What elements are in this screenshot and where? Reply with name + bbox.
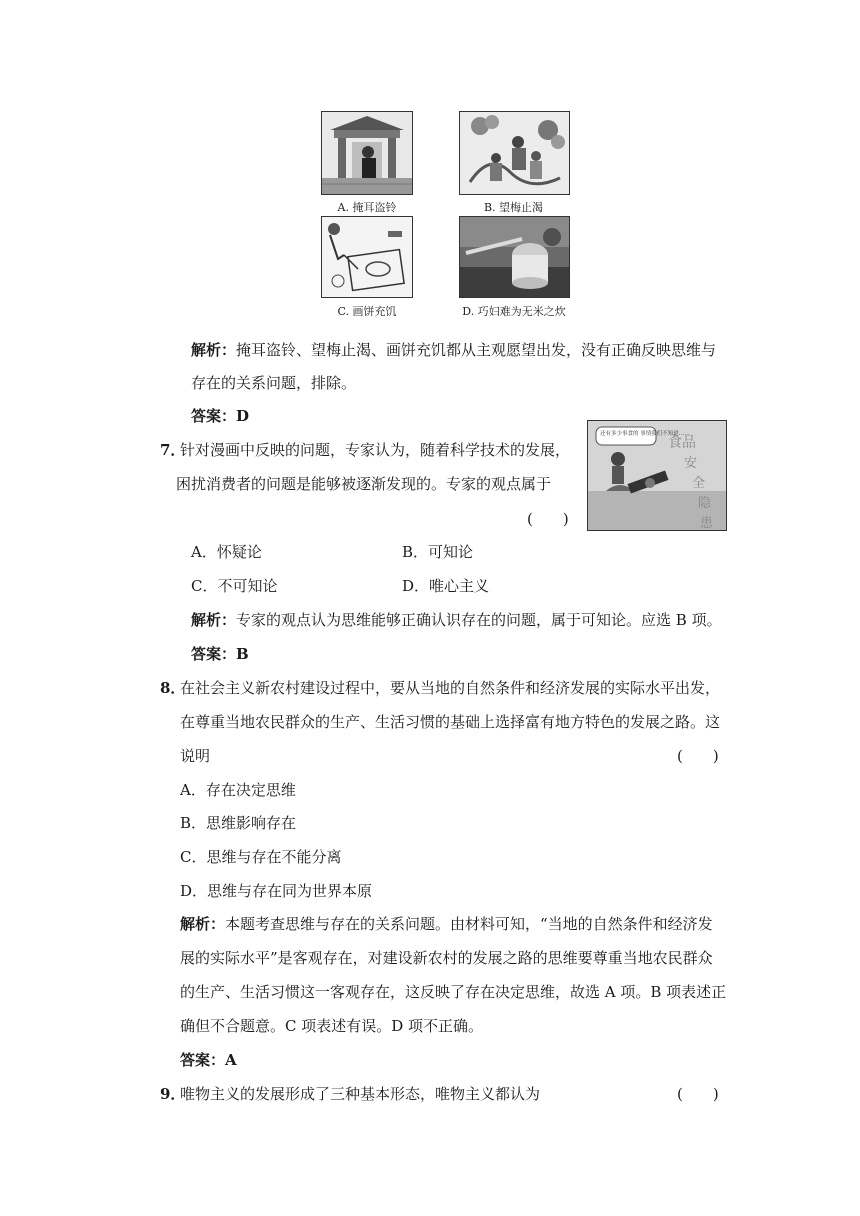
image-a-yan-er-dao-ling — [321, 111, 413, 195]
caption-c: C. 画饼充饥 — [337, 305, 397, 318]
q7-option-b: B．可知论 — [402, 543, 474, 561]
q8-analysis-line2: 展的实际水平”是客观存在，对建设新农村的发展之路的思维要尊重当地农民群众 — [180, 949, 713, 967]
q7-analysis-text: 专家的观点认为思维能够正确认识存在的问题，属于可知论。应选 B 项。 — [236, 611, 722, 629]
q7-answer: 答案：B — [191, 645, 249, 663]
q9-stem: 唯物主义的发展形成了三种基本形态，唯物主义都认为 — [180, 1085, 541, 1103]
q6-analysis-line2: 存在的关系问题，排除。 — [191, 374, 357, 392]
q7-answer-paren: ( ) — [527, 510, 569, 528]
q8-analysis-line4: 确但不合题意。C 项表述有误。D 项不正确。 — [180, 1017, 484, 1035]
q9-answer-paren: ( ) — [677, 1085, 719, 1103]
q7-option-a: A．怀疑论 — [191, 543, 262, 561]
q6-analysis-line1 — [191, 339, 716, 360]
caption-a: A. 掩耳盗铃 — [337, 201, 397, 214]
image-c-hua-bing-chong-ji — [321, 216, 413, 298]
cartoon-word-huan: 患 — [700, 516, 714, 530]
q7-stem-line2: 困扰消费者的问题是能够被逐渐发现的。专家的观点属于 — [176, 475, 552, 493]
cartoon-word-an: 安 — [684, 456, 698, 471]
q8-option-c: C．思维与存在不能分离 — [180, 848, 342, 866]
cartoon-word-yin: 隐 — [698, 496, 712, 511]
q7-food-safety-cartoon — [587, 420, 727, 531]
q8-stem-line3: 说明 — [180, 747, 211, 765]
q7-option-d: D．唯心主义 — [402, 577, 490, 595]
caption-b: B. 望梅止渴 — [483, 201, 544, 214]
cartoon-bubble-text: 还有多少事食的 事情我们不知道…… — [600, 431, 690, 437]
q7-analysis — [191, 609, 722, 630]
image-d-qiao-fu-nan-wei — [459, 216, 570, 298]
q8-option-a: A．存在决定思维 — [180, 781, 296, 799]
q7-option-c: C．不可知论 — [191, 577, 278, 595]
cartoon-word-quan: 全 — [692, 476, 706, 491]
q8-answer: 答案：A — [180, 1051, 237, 1069]
q8-number: 8． — [160, 679, 186, 697]
q8-option-d: D．思维与存在同为世界本原 — [180, 882, 373, 900]
q9-number: 9． — [160, 1085, 186, 1103]
q7-analysis-label: 解析： — [191, 611, 237, 629]
q8-analysis-line1 — [180, 913, 713, 934]
q8-stem-line1: 在社会主义新农村建设过程中，要从当地的自然条件和经济发展的实际水平出发， — [180, 679, 721, 697]
cartoon-banner-text: 食品 — [668, 435, 696, 451]
q8-analysis-text1: 本题考查思维与存在的关系问题。由材料可知，“当地的自然条件和经济发 — [225, 915, 713, 933]
q8-option-b: B．思维影响存在 — [180, 814, 297, 832]
q6-answer: 答案：D — [191, 407, 250, 425]
q7-number: 7． — [160, 441, 186, 459]
q8-answer-paren: ( ) — [677, 747, 719, 765]
caption-d: D. 巧妇难为无米之炊 — [462, 305, 566, 318]
q8-analysis-label: 解析： — [180, 915, 226, 933]
image-b-wang-mei-zhi-ke — [459, 111, 570, 195]
q8-stem-line2: 在尊重当地农民群众的生产、生活习惯的基础上选择富有地方特色的发展之路。这 — [180, 713, 721, 731]
q6-analysis-text1: 掩耳盗铃、望梅止渴、画饼充饥都从主观愿望出发，没有正确反映思维与 — [236, 341, 717, 359]
q8-analysis-line3: 的生产、生活习惯这一客观存在，这反映了存在决定思维，故选 A 项。B 项表述正 — [180, 983, 727, 1001]
q7-stem-line1: 针对漫画中反映的问题，专家认为，随着科学技术的发展， — [180, 441, 571, 459]
q6-analysis-label: 解析： — [191, 341, 237, 359]
